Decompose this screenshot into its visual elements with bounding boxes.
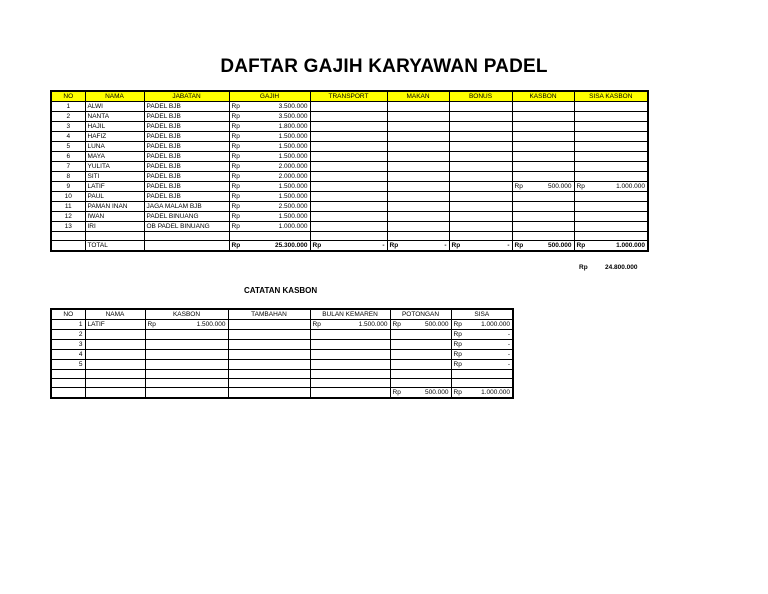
column-header: SISA KASBON <box>574 91 648 102</box>
empty-cell <box>145 388 228 399</box>
row-kasbon <box>145 350 228 360</box>
row-bonus <box>449 222 512 232</box>
row-salary: 1.500.000 <box>246 212 310 222</box>
empty-cell <box>390 370 451 379</box>
row-transport <box>310 132 387 142</box>
row-position: PADEL BJB <box>144 132 229 142</box>
empty-cell <box>228 370 310 379</box>
row-remaining-kasbon <box>574 142 648 152</box>
empty-cell <box>451 370 513 379</box>
table-row <box>51 162 648 172</box>
row-tambahan <box>228 350 310 360</box>
currency-label: Rp <box>574 241 591 252</box>
empty-cell <box>310 388 390 399</box>
empty-cell <box>144 232 229 241</box>
row-bulan-kemaren: 1.500.000 <box>327 320 390 330</box>
row-bonus <box>449 182 512 192</box>
row-remaining-kasbon <box>574 202 648 212</box>
table-row <box>51 320 513 330</box>
empty-cell <box>51 232 85 241</box>
empty-cell <box>144 241 229 252</box>
row-name: YULITA <box>85 162 144 172</box>
row-tambahan <box>228 330 310 340</box>
currency-label: Rp <box>229 202 246 212</box>
row-name <box>85 360 145 370</box>
row-position: PADEL BINUANG <box>144 212 229 222</box>
row-name: MAYA <box>85 152 144 162</box>
empty-cell <box>51 379 85 388</box>
row-no: 4 <box>51 132 85 142</box>
total-potongan: 500.000 <box>407 388 451 399</box>
row-no: 4 <box>51 350 85 360</box>
table-row <box>51 112 648 122</box>
currency-label: Rp <box>390 388 407 399</box>
table-row <box>51 132 648 142</box>
row-kasbon <box>512 192 574 202</box>
row-meal <box>387 132 449 142</box>
row-bulan-kemaren <box>310 350 390 360</box>
currency-label: Rp <box>229 241 246 252</box>
row-no: 5 <box>51 142 85 152</box>
row-name <box>85 340 145 350</box>
row-name: PAUL <box>85 192 144 202</box>
row-no: 9 <box>51 182 85 192</box>
row-transport <box>310 152 387 162</box>
row-no: 8 <box>51 172 85 182</box>
row-sisa: - <box>468 350 513 360</box>
row-bonus <box>449 152 512 162</box>
row-salary: 1.500.000 <box>246 152 310 162</box>
currency-label: Rp <box>451 360 468 370</box>
dash-value: - <box>507 242 510 250</box>
row-transport <box>310 112 387 122</box>
row-bonus <box>449 212 512 222</box>
currency-label: Rp <box>229 102 246 112</box>
currency-label: Rp <box>312 242 322 250</box>
row-transport <box>310 222 387 232</box>
currency-label: Rp <box>310 320 327 330</box>
total-sisa: 1.000.000 <box>468 388 513 399</box>
empty-cell <box>145 370 228 379</box>
row-no: 2 <box>51 112 85 122</box>
row-salary: 3.500.000 <box>246 112 310 122</box>
row-meal <box>387 202 449 212</box>
row-name: IWAN <box>85 212 144 222</box>
empty-cell <box>310 232 387 241</box>
row-bonus <box>449 172 512 182</box>
currency-label: Rp <box>145 320 162 330</box>
total-bonus <box>449 241 512 252</box>
row-transport <box>310 212 387 222</box>
currency-label: Rp <box>229 192 246 202</box>
column-header: TAMBAHAN <box>228 309 310 320</box>
currency-label: Rp <box>390 320 407 330</box>
row-remaining-kasbon <box>574 162 648 172</box>
currency-label: Rp <box>229 172 246 182</box>
empty-cell <box>85 370 145 379</box>
grand-total-value: 24.800.000 <box>605 264 638 271</box>
row-bulan-kemaren <box>310 360 390 370</box>
grand-total-currency: Rp <box>579 264 588 271</box>
total-kasbon: 500.000 <box>529 241 574 252</box>
kasbon-table <box>50 308 514 399</box>
row-meal <box>387 172 449 182</box>
table-row <box>51 212 648 222</box>
currency-label: Rp <box>574 182 591 192</box>
row-bonus <box>449 112 512 122</box>
row-meal <box>387 152 449 162</box>
salary-table <box>50 90 649 252</box>
column-header: TRANSPORT <box>310 91 387 102</box>
empty-cell <box>85 379 145 388</box>
column-header: NAMA <box>85 91 144 102</box>
row-kasbon <box>512 152 574 162</box>
table-row <box>51 142 648 152</box>
row-kasbon: 500.000 <box>529 182 574 192</box>
row-meal <box>387 102 449 112</box>
row-remaining-kasbon <box>574 122 648 132</box>
row-name: IRI <box>85 222 144 232</box>
row-salary: 1.500.000 <box>246 142 310 152</box>
row-position: PADEL BJB <box>144 152 229 162</box>
column-header: SISA <box>451 309 513 320</box>
row-no: 11 <box>51 202 85 212</box>
currency-label: Rp <box>389 242 399 250</box>
table-row <box>51 360 513 370</box>
column-header: GAJIH <box>229 91 310 102</box>
empty-cell <box>449 232 512 241</box>
currency-label: Rp <box>451 388 468 399</box>
row-salary: 1.500.000 <box>246 132 310 142</box>
row-kasbon <box>145 340 228 350</box>
row-kasbon <box>145 360 228 370</box>
row-transport <box>310 142 387 152</box>
row-tambahan <box>228 360 310 370</box>
column-header: NAMA <box>85 309 145 320</box>
currency-label: Rp <box>451 242 461 250</box>
row-bulan-kemaren <box>310 340 390 350</box>
row-meal <box>387 222 449 232</box>
empty-cell <box>51 388 85 399</box>
row-kasbon <box>512 132 574 142</box>
total-transport <box>310 241 387 252</box>
row-kasbon <box>512 162 574 172</box>
row-bonus <box>449 122 512 132</box>
empty-cell <box>310 370 390 379</box>
row-position: OB PADEL BINUANG <box>144 222 229 232</box>
empty-cell <box>228 388 310 399</box>
blank-row <box>51 370 513 379</box>
row-remaining-kasbon <box>574 222 648 232</box>
currency-label: Rp <box>451 320 468 330</box>
column-header: BULAN KEMAREN <box>310 309 390 320</box>
total-salary: 25.300.000 <box>246 241 310 252</box>
row-salary: 2.500.000 <box>246 202 310 212</box>
currency-label: Rp <box>229 182 246 192</box>
row-name: SITI <box>85 172 144 182</box>
row-name: LUNA <box>85 142 144 152</box>
row-bonus <box>449 162 512 172</box>
row-potongan <box>390 350 451 360</box>
row-bonus <box>449 142 512 152</box>
row-position: PADEL BJB <box>144 192 229 202</box>
blank-row <box>51 232 648 241</box>
row-remaining-kasbon <box>574 152 648 162</box>
row-no: 13 <box>51 222 85 232</box>
table-row <box>51 350 513 360</box>
row-name: HAFIZ <box>85 132 144 142</box>
row-potongan <box>390 330 451 340</box>
row-remaining-kasbon <box>574 212 648 222</box>
empty-cell <box>145 379 228 388</box>
row-bulan-kemaren <box>310 330 390 340</box>
row-remaining-kasbon <box>574 102 648 112</box>
row-kasbon <box>512 172 574 182</box>
row-position: PADEL BJB <box>144 122 229 132</box>
column-header: KASBON <box>512 91 574 102</box>
kasbon-title: CATATAN KASBON <box>244 286 318 295</box>
column-header: NO <box>51 91 85 102</box>
total-remaining-kasbon: 1.000.000 <box>591 241 648 252</box>
row-meal <box>387 162 449 172</box>
row-no: 3 <box>51 340 85 350</box>
row-kasbon <box>145 330 228 340</box>
currency-label: Rp <box>512 241 529 252</box>
row-kasbon <box>512 212 574 222</box>
dash-value: - <box>444 242 447 250</box>
blank-row <box>51 379 513 388</box>
empty-cell <box>387 232 449 241</box>
row-salary: 2.000.000 <box>246 162 310 172</box>
row-name: PAMAN INAN <box>85 202 144 212</box>
page-title: DAFTAR GAJIH KARYAWAN PADEL <box>220 56 548 77</box>
currency-label: Rp <box>229 142 246 152</box>
row-position: JAGA MALAM BJB <box>144 202 229 212</box>
column-header: NO <box>51 309 85 320</box>
row-kasbon: 1.500.000 <box>162 320 228 330</box>
column-header: MAKAN <box>387 91 449 102</box>
row-bonus <box>449 192 512 202</box>
row-no: 12 <box>51 212 85 222</box>
table-row <box>51 330 513 340</box>
row-sisa: 1.000.000 <box>468 320 513 330</box>
row-kasbon <box>512 122 574 132</box>
dash-value: - <box>382 242 385 250</box>
row-kasbon <box>512 112 574 122</box>
row-name <box>85 330 145 340</box>
total-label: TOTAL <box>85 241 144 252</box>
empty-cell <box>512 232 574 241</box>
row-remaining-kasbon: 1.000.000 <box>591 182 648 192</box>
row-salary: 1.000.000 <box>246 222 310 232</box>
currency-label: Rp <box>512 182 529 192</box>
currency-label: Rp <box>229 132 246 142</box>
column-header: BONUS <box>449 91 512 102</box>
empty-cell <box>451 379 513 388</box>
currency-label: Rp <box>229 122 246 132</box>
row-salary: 1.500.000 <box>246 192 310 202</box>
row-transport <box>310 202 387 212</box>
empty-cell <box>85 232 144 241</box>
column-header: KASBON <box>145 309 228 320</box>
empty-cell <box>51 370 85 379</box>
currency-label: Rp <box>229 162 246 172</box>
row-no: 1 <box>51 102 85 112</box>
currency-label: Rp <box>229 222 246 232</box>
row-remaining-kasbon <box>574 192 648 202</box>
row-bonus <box>449 132 512 142</box>
row-no: 10 <box>51 192 85 202</box>
table-row <box>51 152 648 162</box>
row-potongan <box>390 360 451 370</box>
row-remaining-kasbon <box>574 112 648 122</box>
row-position: PADEL BJB <box>144 112 229 122</box>
row-potongan: 500.000 <box>407 320 451 330</box>
table-row <box>51 102 648 112</box>
row-no: 6 <box>51 152 85 162</box>
empty-cell <box>574 232 648 241</box>
row-name <box>85 350 145 360</box>
row-name: HAJIL <box>85 122 144 132</box>
row-bonus <box>449 202 512 212</box>
row-transport <box>310 102 387 112</box>
currency-label: Rp <box>229 152 246 162</box>
row-remaining-kasbon <box>574 172 648 182</box>
table-row <box>51 202 648 212</box>
total-row <box>51 241 648 252</box>
row-position: PADEL BJB <box>144 102 229 112</box>
row-no: 2 <box>51 330 85 340</box>
row-meal <box>387 122 449 132</box>
empty-cell <box>310 379 390 388</box>
empty-cell <box>85 388 145 399</box>
table-row <box>51 182 648 192</box>
row-salary: 3.500.000 <box>246 102 310 112</box>
row-no: 5 <box>51 360 85 370</box>
row-position: PADEL BJB <box>144 162 229 172</box>
empty-cell <box>229 232 310 241</box>
row-no: 1 <box>51 320 85 330</box>
row-position: PADEL BJB <box>144 172 229 182</box>
row-remaining-kasbon <box>574 132 648 142</box>
row-name: ALWI <box>85 102 144 112</box>
table-row <box>51 122 648 132</box>
row-meal <box>387 212 449 222</box>
row-transport <box>310 122 387 132</box>
empty-cell <box>228 379 310 388</box>
column-header: POTONGAN <box>390 309 451 320</box>
row-tambahan <box>228 340 310 350</box>
currency-label: Rp <box>451 340 468 350</box>
table-row <box>51 340 513 350</box>
row-sisa: - <box>468 340 513 350</box>
column-header: JABATAN <box>144 91 229 102</box>
row-kasbon <box>512 102 574 112</box>
row-salary: 1.800.000 <box>246 122 310 132</box>
row-meal <box>387 182 449 192</box>
row-name: LATIF <box>85 182 144 192</box>
currency-label: Rp <box>451 330 468 340</box>
row-sisa: - <box>468 330 513 340</box>
row-meal <box>387 112 449 122</box>
row-no: 7 <box>51 162 85 172</box>
row-position: PADEL BJB <box>144 182 229 192</box>
row-transport <box>310 182 387 192</box>
empty-cell <box>51 241 85 252</box>
row-transport <box>310 162 387 172</box>
row-kasbon <box>512 222 574 232</box>
row-no: 3 <box>51 122 85 132</box>
row-transport <box>310 172 387 182</box>
row-tambahan <box>228 320 310 330</box>
table-row <box>51 172 648 182</box>
row-salary: 2.000.000 <box>246 172 310 182</box>
currency-label: Rp <box>229 212 246 222</box>
row-kasbon <box>512 142 574 152</box>
row-transport <box>310 192 387 202</box>
row-name: NANTA <box>85 112 144 122</box>
table-row <box>51 192 648 202</box>
row-potongan <box>390 340 451 350</box>
empty-cell <box>390 379 451 388</box>
total-row <box>51 388 513 399</box>
row-meal <box>387 142 449 152</box>
total-meal <box>387 241 449 252</box>
currency-label: Rp <box>229 112 246 122</box>
currency-label: Rp <box>451 350 468 360</box>
row-sisa: - <box>468 360 513 370</box>
row-meal <box>387 192 449 202</box>
row-kasbon <box>512 202 574 212</box>
table-row <box>51 222 648 232</box>
header-row <box>51 309 513 320</box>
row-name: LATIF <box>85 320 145 330</box>
header-row <box>51 91 648 102</box>
row-bonus <box>449 102 512 112</box>
row-position: PADEL BJB <box>144 142 229 152</box>
row-salary: 1.500.000 <box>246 182 310 192</box>
